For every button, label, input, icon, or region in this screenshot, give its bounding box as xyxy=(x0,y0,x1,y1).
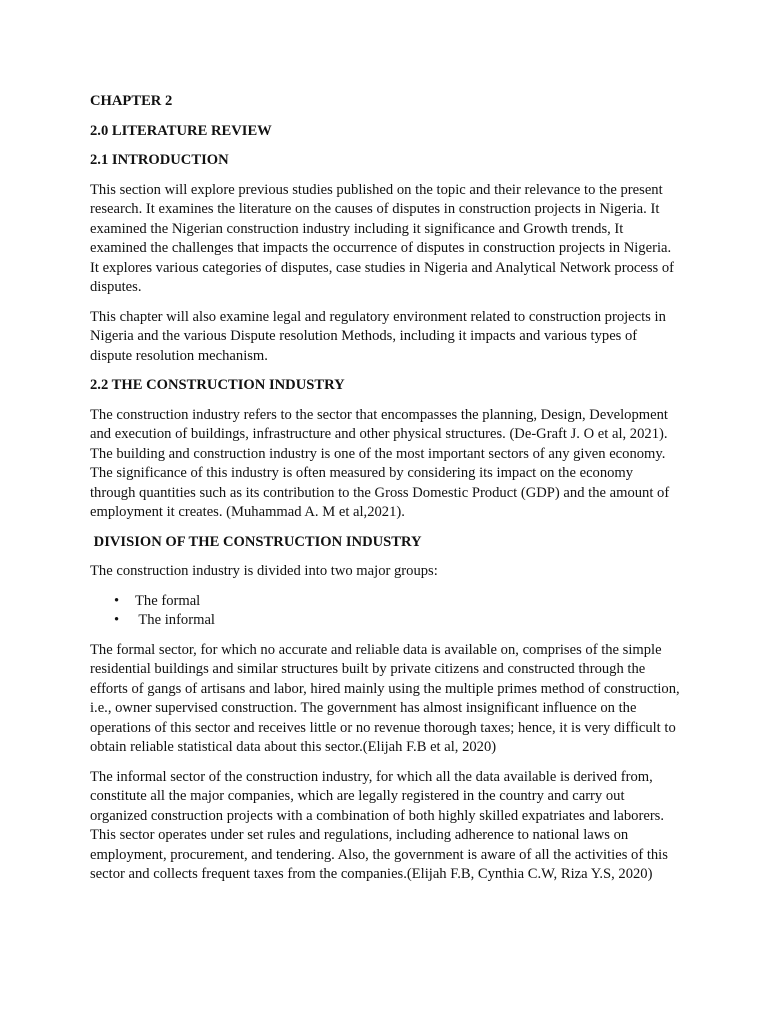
document-page xyxy=(90,92,680,895)
construction-industry-paragraph: The construction industry refers to the sector that encompasses the planning, Design, Development and execution of buildings, infrastructure and other physical structures. (De-Graft J. O et al, 2021). The building and construction industry is one of the most important sectors of any given economy. The significance of this industry is often measured by considering its impact on the economy through quantities such as its contribution to the Gross Domestic Product (GDP) and the amount of employment it creates. (Muhammad A. M et al,2021). xyxy=(90,406,670,520)
sector-bullet-list xyxy=(90,592,680,631)
division-heading: DIVISION OF THE CONSTRUCTION INDUSTRY xyxy=(90,533,422,550)
chapter-heading: CHAPTER 2 xyxy=(90,93,173,109)
list-item xyxy=(90,592,680,612)
formal-sector-paragraph: The formal sector, for which no accurate and reliable data is available on, comprises of the simple residential buildings and similar structures built by private citizens and constructed through the efforts of gangs of artisans and labor, hired mainly using the multiple primes method of construction, i.e., owner supervised construction. The government has almost insignificant influence on the operations of this sector and receives little or no revenue thorough taxes; hence, it is very difficult to obtain reliable statistical data about this sector.(Elijah F.B et al, 2020) xyxy=(90,641,680,755)
introduction-heading: 2.1 INTRODUCTION xyxy=(90,152,229,168)
section-title: 2.0 LITERATURE REVIEW xyxy=(90,122,272,139)
list-item-label: The formal xyxy=(135,592,201,609)
list-item xyxy=(90,611,680,631)
introduction-paragraph-2: This chapter will also examine legal and regulatory environment related to construction projects in Nigeria and the various Dispute resolution Methods, including it impacts and various types of dispute resolution mechanism. xyxy=(90,308,666,364)
bullet-icon: • xyxy=(114,612,120,628)
bullet-icon: • xyxy=(114,592,120,609)
informal-sector-paragraph: The informal sector of the construction industry, for which all the data available is derived from, constitute all the major companies, which are legally registered in the country and carry out organized construction projects with a combination of both highly skilled expatriates and laborers. This sector operates under set rules and regulations, including adherence to national laws on employment, procurement, and tendering. Also, the government is aware of all the activities of this sector and collects frequent taxes from the companies.(Elijah F.B, Cynthia C.W, Riza Y.S, 2020) xyxy=(90,768,668,882)
list-item-label: The informal xyxy=(135,612,215,628)
introduction-paragraph-1: This section will explore previous studies published on the topic and their relevance to the present research. It examines the literature on the causes of disputes in construction projects in Nigeria. It examined the Nigerian construction industry including it significance and Growth trends, It examined the challenges that impacts the occurrence of disputes in construction projects in Nigeria. It explores various categories of disputes, case studies in Nigeria and Analytical Network process of disputes. xyxy=(90,181,674,295)
division-intro-paragraph: The construction industry is divided into two major groups: xyxy=(90,563,438,579)
construction-industry-heading: 2.2 THE CONSTRUCTION INDUSTRY xyxy=(90,377,345,393)
